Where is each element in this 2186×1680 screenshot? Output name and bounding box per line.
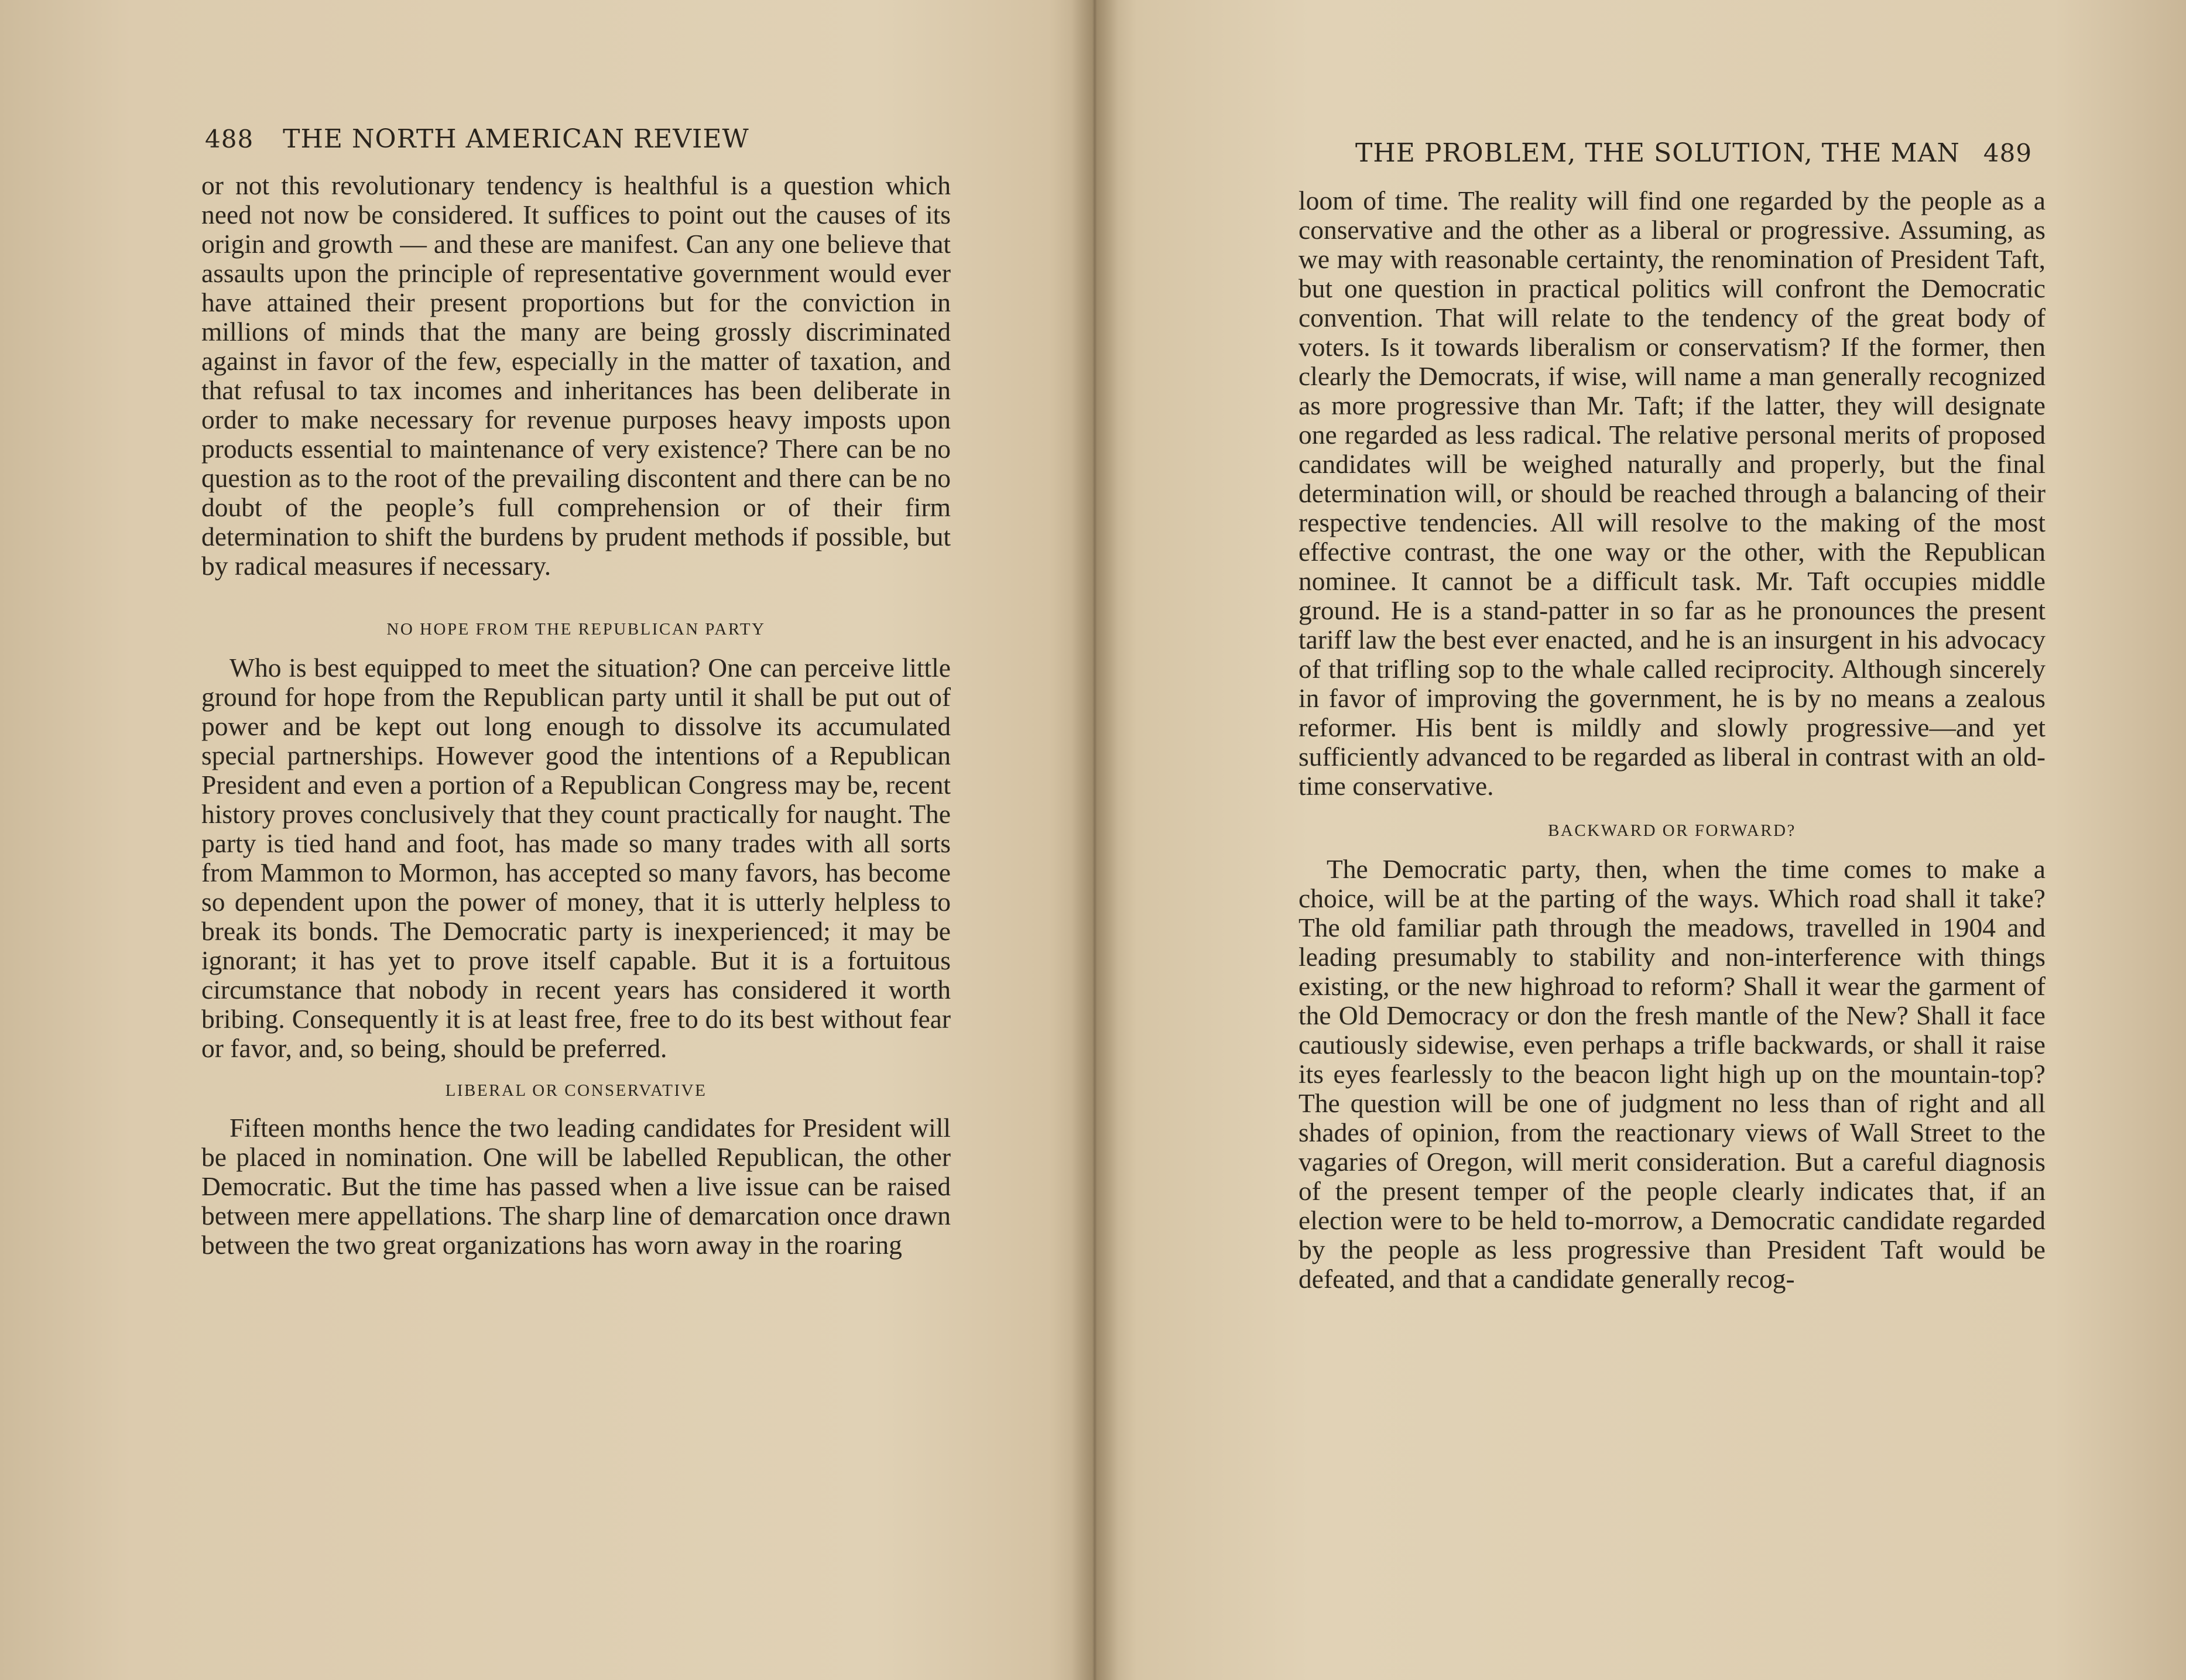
right-paragraph-1: loom of time. The reality will find one regarded by the people as a conservative and the other as a liberal or progressive. Assuming, as we may with reasonable certainty, the renomination of President Taft, but one question in practical politics will confront the Democratic convention. That will relate to the tendency of the great body of voters. Is it towards liberalism or conservatism? If the former, then clearly the Democrats, if wise, will name a man generally recognized as more progressive than Mr. Taft; if the latter, they will designate one regarded as less radical. The relative personal merits of proposed candidates will be weighed naturally and properly, but the final determination will, or should be reached through a balancing of their respective tendencies. All will resolve to the making of the most effective contrast, the one way or the other, with the Republican nominee. It cannot be a difficult task. Mr. Taft occupies middle ground. He is a stand-patter in so far as he pronounces the present tariff law the best ever enacted, and he is an insurgent in his advocacy of that trifling sop to the whale called reciprocity. Although sincerely in favor of improving the government, he is by no means a zealous reformer. His bent is mildly and slowly progressive—and yet sufficiently advanced to be regarded as liberal in contrast with an old-time conservative. [1298,186,2045,801]
left-text-block [201,171,951,1260]
left-paragraph-1: or not this revolutionary tendency is healthful is a question which need not now be considered. It suffices to point out the causes of its origin and growth — and these are manifest. Can any one believe that assaults upon the principle of representative government would ever have attained their present proportions but for the conviction in millions of minds that the many are being grossly discriminated against in favor of the few, especially in the matter of taxation, and that refusal to tax incomes and inheritances has been deliberate in order to make necessary for revenue purposes heavy imposts upon products essential to maintenance of very existence? There can be no question as to the root of the prevailing discontent and there can be no doubt of the people’s full comprehension or of their firm determination to shift the burdens by prudent methods if possible, but by radical measures if necessary. [201,170,951,581]
left-paragraph-2: Who is best equipped to meet the situation? One can perceive little ground for hope from the Republican party until it shall be put out of power and be kept out long enough to dissolve its accumulated special partnerships. However good the intentions of a Republican President and even a portion of a Republican Congress may be, recent history proves conclusively that they count practically for naught. The party is tied hand and foot, has made so many trades with all sorts from Mammon to Mormon, has accepted so many favors, has become so dependent upon the power of money, that it is utterly helpless to break its bonds. The Democratic party is inexperienced; it may be ignorant; it has yet to prove itself capable. But it is a fortuitous circumstance that nobody in recent years has considered it worth bribing. Consequently it is at least free, free to do its best without fear or favor, and, so being, should be preferred. [201,653,951,1063]
left-section-heading-republican: NO HOPE FROM THE REPUBLICAN PARTY [386,620,766,639]
right-paragraph-2: The Democratic party, then, when the time comes to make a choice, will be at the parting of the ways. Which road shall it take? The old familiar path through the meadows, travelled in 1904 and leading presumably to stability and non-interference with things existing, or the new highroad to reform? Shall it wear the garment of the Old Democracy or don the fresh mantle of the New? Shall it face cautiously sidewise, even perhaps a trifle backwards, or shall it raise its eyes fearlessly to the beacon light high up on the mountain-top? The question will be one of judgment no less than of right and all shades of opinion, from the reactionary views of Wall Street to the vagaries of Oregon, will merit consideration. But a careful diagnosis of the present temper of the people clearly indicates that, if an election were to be held to-morrow, a Democratic candidate regarded by the people as less progressive than President Taft would be defeated, and that a candidate generally recog- [1298,854,2045,1294]
right-page-number: 489 [1983,139,2033,167]
right-running-head [1355,138,2032,168]
right-section-heading-backward: BACKWARD OR FORWARD? [1548,821,1796,840]
left-paragraph-3: Fifteen months hence the two leading candidates for President will be placed in nomination. One will be labelled Republican, the other Democratic. But the time has passed when a live issue can be raised between mere appellations. The sharp line of demarcation once drawn between the two great organizations has worn away in the roaring [201,1113,951,1260]
left-section-heading-liberal: LIBERAL OR CONSERVATIVE [445,1081,707,1100]
right-running-title: THE PROBLEM, THE SOLUTION, THE MAN [1355,138,1960,168]
right-text-block [1298,186,2045,1294]
left-running-head [205,124,749,154]
left-page [0,0,1089,1680]
left-running-title: THE NORTH AMERICAN REVIEW [283,124,749,154]
left-page-number: 488 [205,125,254,153]
